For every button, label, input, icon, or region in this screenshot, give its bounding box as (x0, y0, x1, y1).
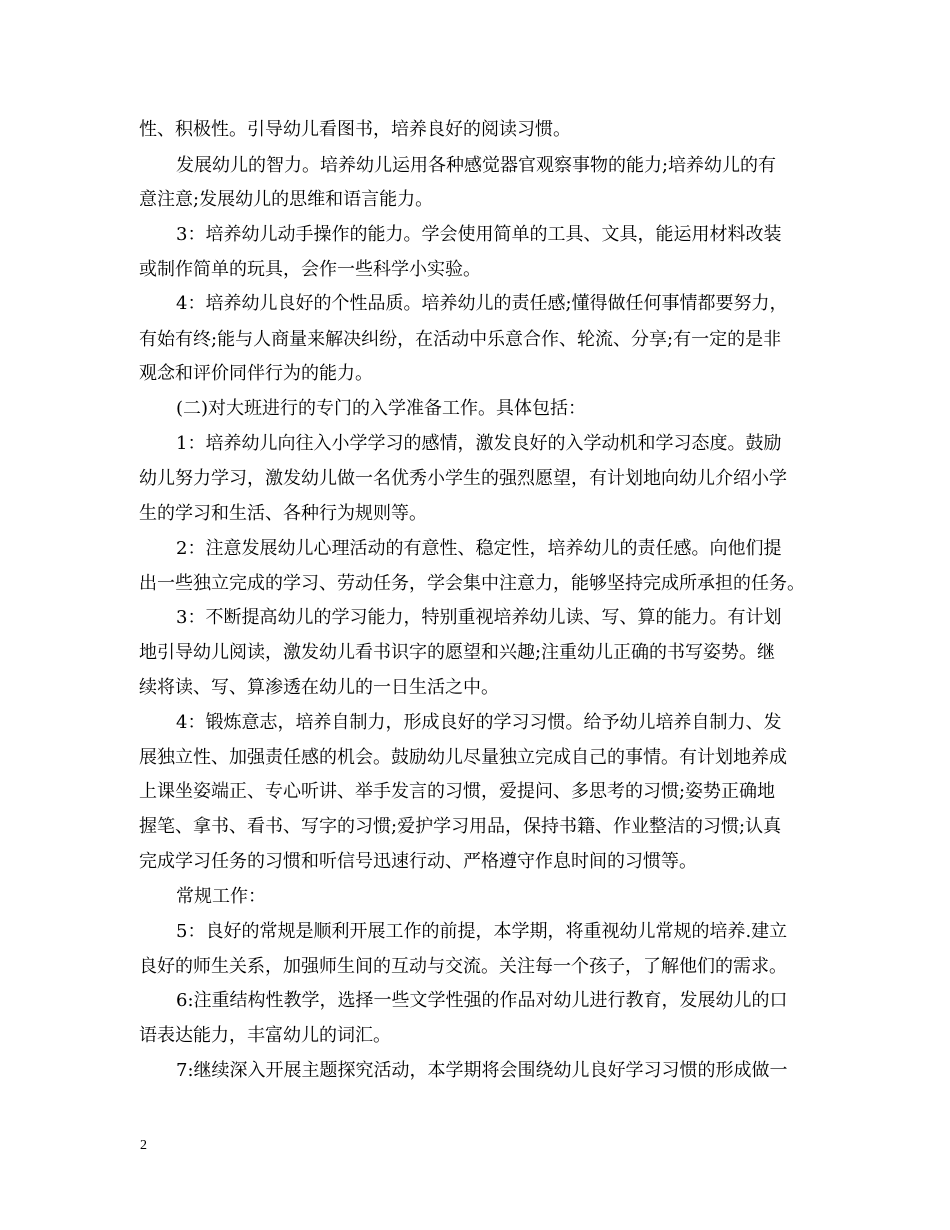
text-line: 常规工作： (176, 886, 266, 907)
text-line: 生的学习和生活、各种行为规则等。 (139, 503, 427, 524)
text-line: (二)对大班进行的专门的入学准备工作。具体包括： (176, 398, 587, 419)
text-line: 6:注重结构性教学，选择一些文学性强的作品对幼儿进行教育，发展幼儿的口 (176, 990, 788, 1011)
text-line: 观念和评价同伴行为的能力。 (139, 363, 373, 384)
text-line: 性、积极性。引导幼儿看图书，培养良好的阅读习惯。 (139, 119, 571, 140)
page-number: 2 (140, 1138, 147, 1153)
text-line: 1：培养幼儿向往入小学学习的感情，激发良好的入学动机和学习态度。鼓励 (176, 433, 782, 454)
text-line: 有始有终;能与人商量来解决纠纷，在活动中乐意合作、轮流、分享;有一定的是非 (139, 329, 782, 350)
text-line: 上课坐姿端正、专心听讲、举手发言的习惯，爱提问、多思考的习惯;姿势正确地 (139, 781, 776, 802)
text-line: 4：锻炼意志，培养自制力，形成良好的学习习惯。给予幼儿培养自制力、发 (176, 712, 782, 733)
text-line: 语表达能力，丰富幼儿的词汇。 (139, 1025, 391, 1046)
text-line: 续将读、写、算渗透在幼儿的一日生活之中。 (139, 677, 499, 698)
text-line: 良好的师生关系，加强师生间的互动与交流。关注每一个孩子，了解他们的需求。 (139, 956, 787, 977)
text-line: 地引导幼儿阅读，激发幼儿看书识字的愿望和兴趣;注重幼儿正确的书写姿势。继 (139, 642, 776, 663)
text-line: 完成学习任务的习惯和听信号迅速行动、严格遵守作息时间的习惯等。 (139, 851, 697, 872)
text-line: 7:继续深入开展主题探究活动，本学期将会围绕幼儿良好学习习惯的形成做一 (176, 1060, 788, 1081)
text-line: 4：培养幼儿良好的个性品质。培养幼儿的责任感;懂得做任何事情都要努力， (176, 293, 788, 314)
text-line: 3：培养幼儿动手操作的能力。学会使用简单的工具、文具，能运用材料改装 (176, 224, 782, 245)
text-line: 2：注意发展幼儿心理活动的有意性、稳定性，培养幼儿的责任感。向他们提 (176, 538, 782, 559)
text-line: 出一些独立完成的学习、劳动任务，学会集中注意力，能够坚持完成所承担的任务。 (139, 573, 805, 594)
text-line: 5：良好的常规是顺利开展工作的前提，本学期，将重视幼儿常规的培养.建立 (176, 921, 788, 942)
text-line: 握笔、拿书、看书、写字的习惯;爱护学习用品，保持书籍、作业整洁的习惯;认真 (139, 816, 782, 837)
text-line: 发展幼儿的智力。培养幼儿运用各种感觉器官观察事物的能力;培养幼儿的有 (176, 155, 777, 176)
text-line: 3：不断提高幼儿的学习能力，特别重视培养幼儿读、写、算的能力。有计划 (176, 607, 782, 628)
text-line: 展独立性、加强责任感的机会。鼓励幼儿尽量独立完成自己的事情。有计划地养成 (139, 747, 787, 768)
text-line: 或制作简单的玩具，会作一些科学小实验。 (139, 259, 481, 280)
text-line: 幼儿努力学习，激发幼儿做一名优秀小学生的强烈愿望，有计划地向幼儿介绍小学 (139, 468, 787, 489)
text-line: 意注意;发展幼儿的思维和语言能力。 (139, 189, 434, 210)
